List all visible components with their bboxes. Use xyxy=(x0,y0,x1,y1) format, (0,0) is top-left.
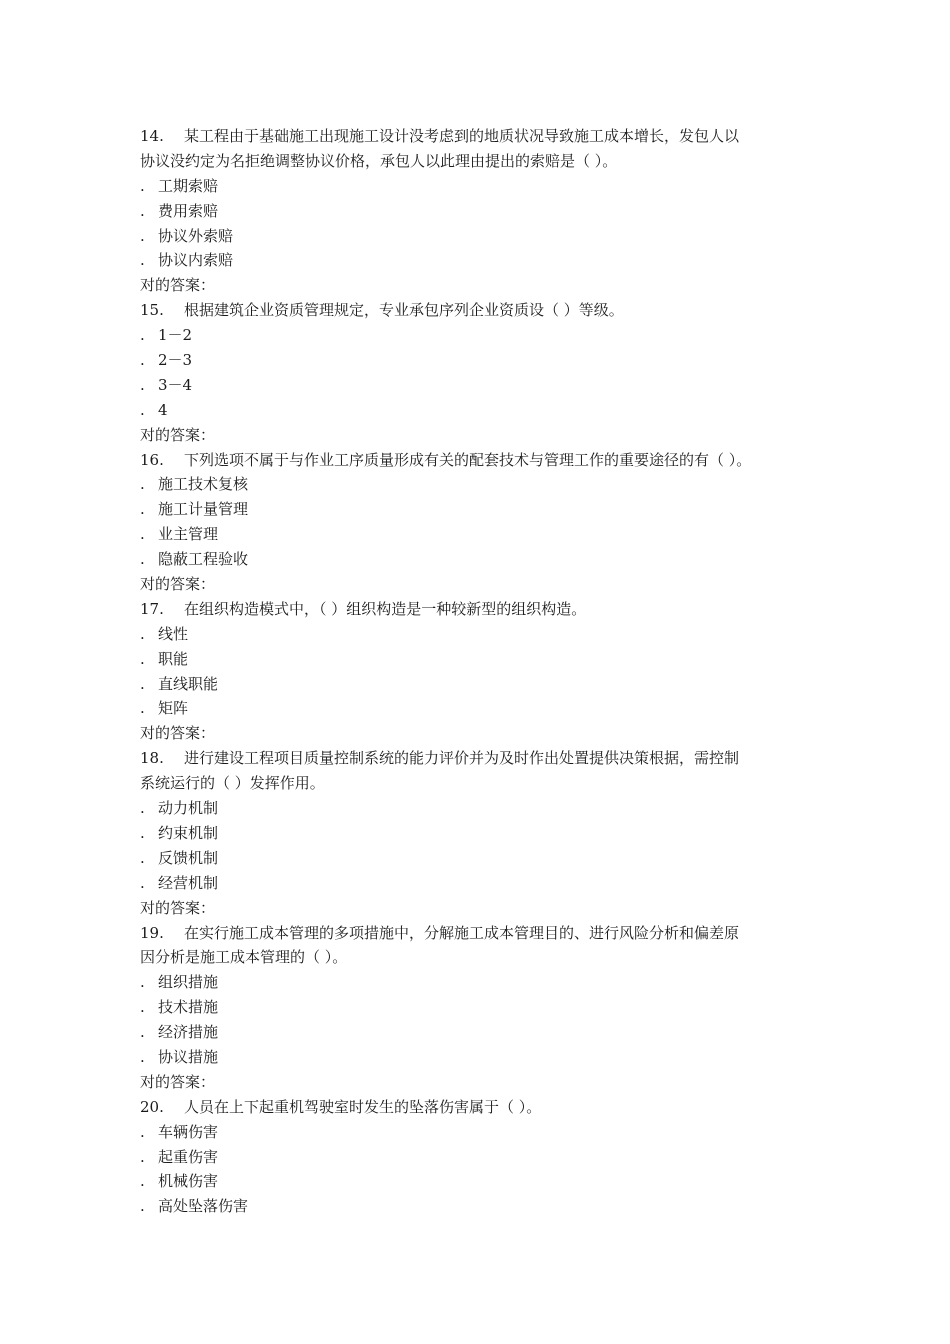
question-text-continued: 协议没约定为名拒绝调整协议价格，承包人以此理由提出的索赔是（ ）。 xyxy=(140,151,618,170)
question-number: 18. xyxy=(140,749,164,768)
option: . 线性 xyxy=(140,624,189,643)
option: . 4 xyxy=(140,400,168,419)
question-text: 18. 进行建设工程项目质量控制系统的能力评价并为及时作出处置提供决策根据，需控制 xyxy=(140,746,830,771)
question-number: 14. xyxy=(140,127,164,145)
option: . 高处坠落伤害 xyxy=(140,1197,249,1216)
question-text: 20. 人员在上下起重机驾驶室时发生的坠落伤害属于（ ）。 xyxy=(140,1095,830,1120)
option: . 2－3 xyxy=(140,351,193,370)
option: . 约束机制 xyxy=(140,823,219,842)
option: . 费用索赔 xyxy=(140,201,219,220)
option: . 车辆伤害 xyxy=(140,1122,219,1141)
question-text: 15. 根据建筑企业资质管理规定，专业承包序列企业资质设（ ）等级。 xyxy=(140,298,830,323)
answer-label: 对的答案： xyxy=(140,276,216,295)
option: . 协议措施 xyxy=(140,1047,219,1066)
option: . 施工计量管理 xyxy=(140,500,249,519)
option: . 职能 xyxy=(140,649,189,668)
option: . 协议外索赔 xyxy=(140,226,234,245)
question-number: 19. xyxy=(140,923,164,942)
option: . 起重伤害 xyxy=(140,1147,219,1166)
option: . 技术措施 xyxy=(140,998,219,1017)
question-text: 14. 某工程由于基础施工出现施工设计没考虑到的地质状况导致施工成本增长，发包人以 xyxy=(140,124,830,149)
option: . 组织措施 xyxy=(140,973,219,992)
option: . 隐蔽工程验收 xyxy=(140,550,249,569)
option: . 动力机制 xyxy=(140,799,219,818)
option: . 施工技术复核 xyxy=(140,475,249,494)
question-block xyxy=(140,746,830,920)
option: . 工期索赔 xyxy=(140,176,219,195)
option: . 矩阵 xyxy=(140,699,189,718)
option: . 经营机制 xyxy=(140,873,219,892)
question-block xyxy=(140,597,830,746)
option: . 经济措施 xyxy=(140,1023,219,1042)
question-text: 16. 下列选项不属于与作业工序质量形成有关的配套技术与管理工作的重要途径的有（ ）。 xyxy=(140,448,830,473)
option: . 1－2 xyxy=(140,326,193,345)
answer-label: 对的答案： xyxy=(140,898,216,917)
question-block xyxy=(140,298,830,447)
question-text-continued: 系统运行的（ ）发挥作用。 xyxy=(140,774,325,793)
question-block xyxy=(140,124,830,298)
question-number: 16. xyxy=(140,450,164,469)
question-block xyxy=(140,921,830,1095)
question-block xyxy=(140,1095,830,1219)
answer-label: 对的答案： xyxy=(140,1072,216,1091)
question-block xyxy=(140,448,830,597)
question-number: 20. xyxy=(140,1097,164,1116)
option: . 业主管理 xyxy=(140,525,219,544)
question-text: 19. 在实行施工成本管理的多项措施中，分解施工成本管理目的、进行风险分析和偏差原 xyxy=(140,921,830,946)
option: . 直线职能 xyxy=(140,674,219,693)
answer-label: 对的答案： xyxy=(140,724,216,743)
answer-label: 对的答案： xyxy=(140,425,216,444)
document-page xyxy=(140,124,830,1219)
question-text: 17. 在组织构造模式中，（ ）组织构造是一种较新型的组织构造。 xyxy=(140,597,830,622)
option: . 反馈机制 xyxy=(140,848,219,867)
option: . 机械伤害 xyxy=(140,1172,219,1191)
question-text-continued: 因分析是施工成本管理的（ ）。 xyxy=(140,948,348,967)
option: . 协议内索赔 xyxy=(140,251,234,270)
question-number: 15. xyxy=(140,301,164,320)
option: . 3－4 xyxy=(140,375,193,394)
answer-label: 对的答案： xyxy=(140,575,216,594)
question-number: 17. xyxy=(140,599,164,618)
